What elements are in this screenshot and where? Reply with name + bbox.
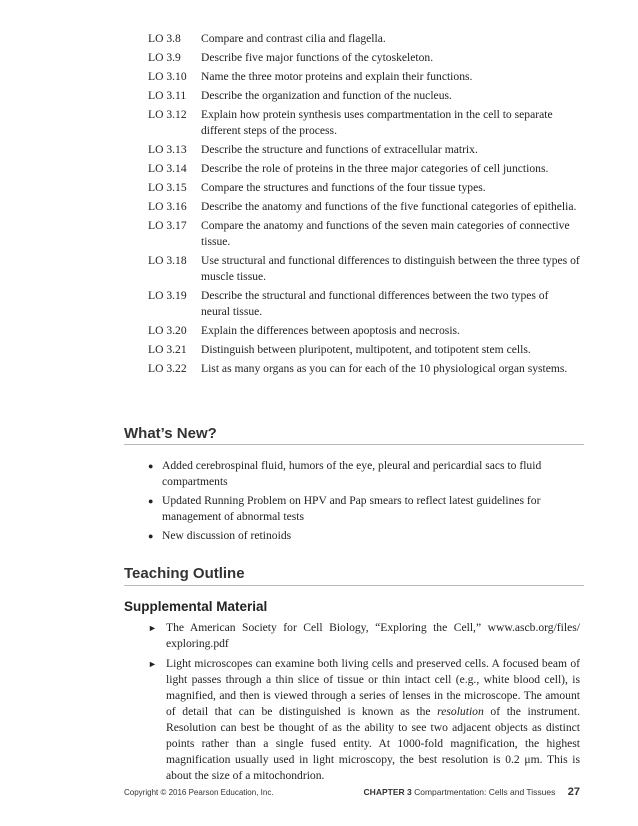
learning-objective-text: List as many organs as you can for each of the 10 physiological organ systems. xyxy=(201,362,568,375)
learning-objective-code: LO 3.8 xyxy=(148,32,181,45)
learning-objective-code: LO 3.15 xyxy=(148,181,187,194)
learning-objective-row xyxy=(148,199,580,215)
copyright-notice: Copyright © 2016 Pearson Education, Inc. xyxy=(124,788,274,797)
bullet-icon: ● xyxy=(148,496,154,506)
learning-objective-code: LO 3.21 xyxy=(148,343,187,356)
pointer-arrow-icon: ► xyxy=(148,659,157,669)
learning-objective-code: LO 3.16 xyxy=(148,200,187,213)
learning-objective-row xyxy=(148,361,580,377)
page-number: 27 xyxy=(567,786,580,798)
running-footer xyxy=(364,786,580,798)
learning-objective-code: LO 3.20 xyxy=(148,324,187,337)
emphasized-term: resolution xyxy=(437,705,484,718)
whats-new-item-text: Added cerebrospinal fluid, humors of the eye, pleural and pericardial sacs to fluid compartments xyxy=(162,459,542,488)
learning-objective-row xyxy=(148,323,580,339)
learning-objective-row xyxy=(148,218,580,250)
supplemental-material-text xyxy=(166,620,580,652)
whats-new-item xyxy=(148,458,568,490)
bullet-icon: ● xyxy=(148,531,154,541)
bullet-icon: ● xyxy=(148,461,154,471)
learning-objective-text: Explain the differences between apoptosis and necrosis. xyxy=(201,324,460,337)
whats-new-heading: What’s New? xyxy=(124,425,217,442)
learning-objective-code: LO 3.12 xyxy=(148,108,187,121)
learning-objective-text: Describe the structural and functional differences between the two types of neural tissue. xyxy=(201,289,549,318)
learning-objective-code: LO 3.11 xyxy=(148,89,187,102)
text-run: of the instrument. Resolution can best be thought of as the ability to see two adjacent objects as distinct points rather than a single fused entity. At 1000-fold magnification, the highest magnification usually used in light microscopy, the best resolution is 0.2 μm. This is about the size of a mitochondrion. xyxy=(166,705,580,782)
learning-objective-code: LO 3.19 xyxy=(148,289,187,302)
learning-objective-text: Compare and contrast cilia and flagella. xyxy=(201,32,386,45)
supplemental-material-heading: Supplemental Material xyxy=(124,599,268,614)
learning-objective-text: Describe the organization and function of the nucleus. xyxy=(201,89,452,102)
learning-objective-row xyxy=(148,161,580,177)
whats-new-item-text: New discussion of retinoids xyxy=(162,529,292,542)
learning-objective-row xyxy=(148,288,580,320)
text-run: Light microscopes can examine both living cells and preserved cells. A focused beam of light passes through a thin slice of tissue or thin intact cell (e.g., white blood cell), is magnified, and then is viewed through a series of lenses in the microscope. The amount of detail that can be distinguished is known as the xyxy=(166,657,580,718)
learning-objective-row xyxy=(148,253,580,285)
whats-new-rule xyxy=(124,444,584,445)
learning-objective-row xyxy=(148,107,580,139)
whats-new-item xyxy=(148,493,568,525)
learning-objective-code: LO 3.17 xyxy=(148,219,187,232)
learning-objective-row xyxy=(148,31,580,47)
chapter-label: CHAPTER 3 xyxy=(363,787,412,797)
learning-objective-row xyxy=(148,88,580,104)
learning-objective-code: LO 3.18 xyxy=(148,254,187,267)
learning-objective-text: Distinguish between pluripotent, multipotent, and totipotent stem cells. xyxy=(201,343,531,356)
learning-objectives-list xyxy=(148,31,580,377)
learning-objective-row xyxy=(148,342,580,358)
learning-objective-text: Name the three motor proteins and explain their functions. xyxy=(201,70,473,83)
learning-objective-text: Use structural and functional differences to distinguish between the three types of muscle tissue. xyxy=(201,254,580,283)
learning-objective-row xyxy=(148,180,580,196)
learning-objective-text: Describe the anatomy and functions of the five functional categories of epithelia. xyxy=(201,200,577,213)
text-run: The American Society for Cell Biology, “Exploring the Cell,” www.ascb.org/files/ exploring.pdf xyxy=(166,621,580,650)
pointer-arrow-icon: ► xyxy=(148,623,157,633)
learning-objective-code: LO 3.13 xyxy=(148,143,187,156)
learning-objective-text: Describe five major functions of the cytoskeleton. xyxy=(201,51,434,64)
learning-objective-code: LO 3.22 xyxy=(148,362,187,375)
learning-objective-text: Describe the structure and functions of extracellular matrix. xyxy=(201,143,478,156)
learning-objective-code: LO 3.9 xyxy=(148,51,181,64)
whats-new-item xyxy=(148,528,568,544)
teaching-outline-rule xyxy=(124,585,584,586)
learning-objective-code: LO 3.10 xyxy=(148,70,187,83)
whats-new-list xyxy=(148,458,568,544)
supplemental-material-list xyxy=(148,620,580,784)
chapter-title: Compartmentation: Cells and Tissues xyxy=(414,787,556,797)
learning-objective-row xyxy=(148,142,580,158)
learning-objective-text: Explain how protein synthesis uses compartmentation in the cell to separate different steps of the process. xyxy=(201,108,553,137)
whats-new-item-text: Updated Running Problem on HPV and Pap smears to reflect latest guidelines for management of abnormal tests xyxy=(162,494,541,523)
learning-objective-text: Compare the anatomy and functions of the seven main categories of connective tissue. xyxy=(201,219,570,248)
learning-objective-row xyxy=(148,69,580,85)
learning-objective-text: Compare the structures and functions of the four tissue types. xyxy=(201,181,486,194)
supplemental-material-item xyxy=(148,656,580,784)
supplemental-material-item xyxy=(148,620,580,652)
learning-objective-text: Describe the role of proteins in the three major categories of cell junctions. xyxy=(201,162,549,175)
teaching-outline-heading: Teaching Outline xyxy=(124,565,245,582)
learning-objective-row xyxy=(148,50,580,66)
supplemental-material-text xyxy=(166,656,580,784)
learning-objective-code: LO 3.14 xyxy=(148,162,187,175)
